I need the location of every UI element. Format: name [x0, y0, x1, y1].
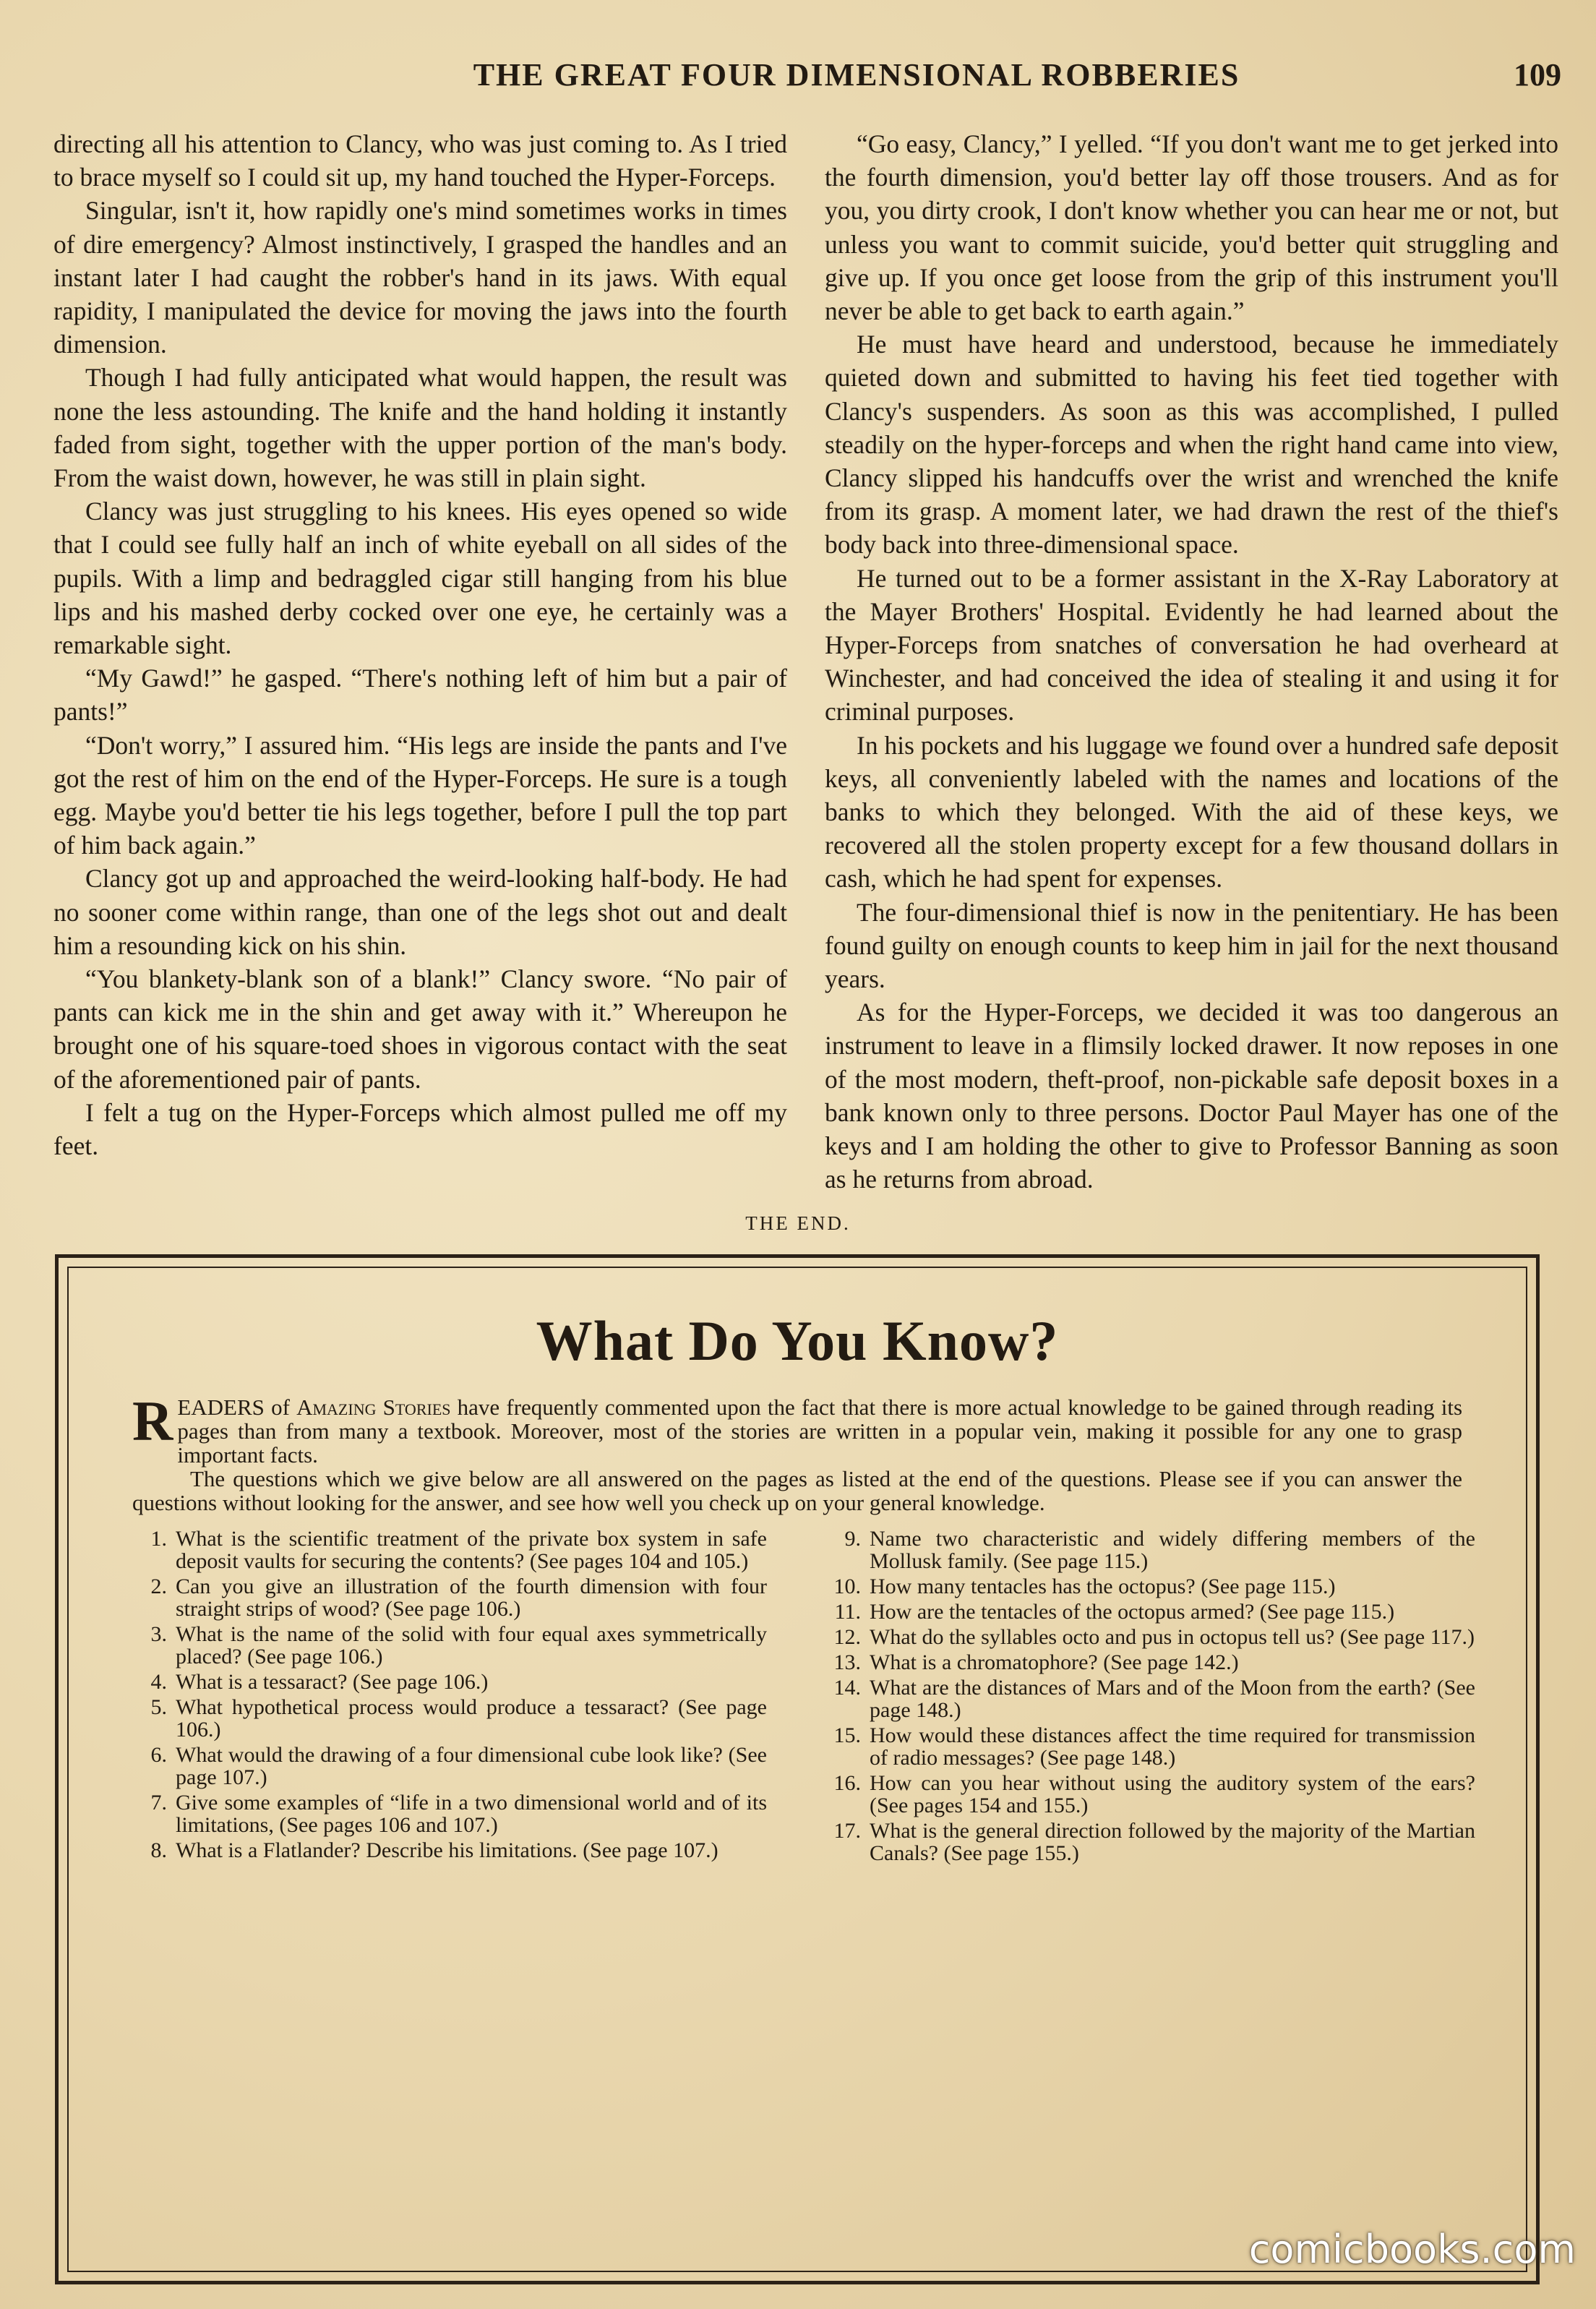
- intro-text: have frequently commented upon the fact that there is more actual knowledge to be gained through reading its pages than from many a textbook. Moreover, most of the stories are written in a popular vein, making it possible for any one to grasp important facts.: [177, 1395, 1463, 1468]
- intro-text: EADERS of: [177, 1395, 297, 1420]
- question-number: 8.: [150, 1838, 167, 1862]
- question-number: 13.: [833, 1650, 861, 1674]
- quiz-intro: [132, 1389, 1463, 1515]
- paragraph: “Don't worry,” I assured him. “His legs are inside the pants and I've got the rest of him on the end of the Hyper-Forceps. He sure is a tough egg. Maybe you'd better tie his legs together, before I pull the top part of him back again.”: [53, 730, 787, 860]
- paragraph: directing all his attention to Clancy, who was just coming to. As I tried to brace myself so I could sit up, my hand touched the Hyper-Forceps.: [53, 129, 787, 192]
- question-text: What are the distances of Mars and of the Moon from the earth? (See page 148.): [870, 1676, 1475, 1722]
- question-item: [131, 1671, 767, 1693]
- question-number: 7.: [150, 1791, 167, 1815]
- question-item: [131, 1839, 767, 1862]
- question-item: [131, 1696, 767, 1741]
- paragraph: I felt a tug on the Hyper-Forceps which almost pulled me off my feet.: [53, 1097, 787, 1161]
- question-text: What hypothetical process would produce a tessaract? (See page 106.): [176, 1695, 767, 1742]
- page-number: 109: [1514, 57, 1561, 93]
- question-item: [825, 1651, 1475, 1674]
- question-text: How can you hear without using the auditory system of the ears? (See pages 154 and 155.): [870, 1771, 1475, 1817]
- question-list-left: [131, 1528, 767, 1864]
- question-text: What is the scientific treatment of the private box system in safe deposit vaults for securing the contents? (See pages 104 and 105.): [176, 1527, 767, 1573]
- paragraph: “My Gawd!” he gasped. “There's nothing left of him but a pair of pants!”: [53, 664, 787, 727]
- question-item: [825, 1626, 1475, 1648]
- question-number: 1.: [150, 1527, 167, 1551]
- question-number: 14.: [833, 1676, 861, 1700]
- paragraph: “Go easy, Clancy,” I yelled. “If you don't want me to get jerked into the fourth dimension, you'd better lay off those trousers. And as for you, you dirty crook, I don't know whether you can hear me or not, but unless you want to commit suicide, you'd better quit struggling and give up. If you once get loose from the grip of this instrument you'll never be able to get back to earth again.”: [825, 129, 1558, 326]
- question-number: 6.: [150, 1743, 167, 1767]
- question-item: [131, 1623, 767, 1668]
- question-item: [131, 1528, 767, 1572]
- paragraph: “You blankety-blank son of a blank!” Clancy swore. “No pair of pants can kick me in the shin and get away with it.” Whereupon he brought one of his square-toed shoes in vigorous contact with the seat of the aforementioned pair of pants.: [53, 964, 787, 1094]
- drop-cap: R: [132, 1389, 173, 1452]
- question-item: [825, 1601, 1475, 1623]
- paragraph: He turned out to be a former assistant in the X-Ray Laboratory at the Mayer Brothers' Hospital. Evidently he had learned about the Hyper-Forceps from snatches of conversation he had overheard at Winchester, and had conceived the idea of stealing it and using it for criminal purposes.: [825, 563, 1558, 727]
- question-text: What is a tessaract? (See page 106.): [176, 1670, 489, 1694]
- question-number: 3.: [150, 1622, 167, 1646]
- question-item: [131, 1791, 767, 1836]
- story-end-marker: THE END.: [745, 1212, 851, 1234]
- question-text: How many tentacles has the octopus? (See page 115.): [870, 1575, 1336, 1598]
- question-number: 11.: [834, 1600, 861, 1624]
- question-item: [131, 1744, 767, 1788]
- question-number: 16.: [833, 1771, 861, 1795]
- question-text: How are the tentacles of the octopus armed? (See page 115.): [870, 1600, 1395, 1624]
- quiz-intro-paragraph: [132, 1389, 1463, 1468]
- question-number: 2.: [150, 1575, 167, 1598]
- paragraph: Clancy got up and approached the weird-looking half-body. He had no sooner come within range, than one of the legs shot out and dealt him a resounding kick on his shin.: [53, 864, 787, 960]
- question-text: What is the name of the solid with four equal axes symmetrically placed? (See page 106.): [176, 1622, 767, 1668]
- quiz-title: What Do You Know?: [536, 1309, 1059, 1372]
- question-item: [825, 1820, 1475, 1864]
- question-number: 17.: [833, 1819, 861, 1843]
- question-text: What is a Flatlander? Describe his limitations. (See page 107.): [176, 1838, 718, 1862]
- question-number: 15.: [833, 1723, 861, 1747]
- question-item: [825, 1724, 1475, 1769]
- paragraph: As for the Hyper-Forceps, we decided it was too dangerous an instrument to leave in a flimsily locked drawer. It now reposes in one of the most modern, theft-proof, non-pickable safe deposit boxes in a bank known only to three persons. Doctor Paul Mayer has one of the keys and I am holding the other to give to Professor Banning as soon as he returns from abroad.: [825, 998, 1558, 1194]
- question-text: What is a chromatophore? (See page 142.): [870, 1650, 1239, 1674]
- watermark: comicbooks.com: [1248, 2227, 1576, 2272]
- paragraph: Clancy was just struggling to his knees. His eyes opened so wide that I could see fully half an inch of white eyeball on all sides of the pupils. With a limp and bedraggled cigar still hanging from his blue lips and his mashed derby cocked over one eye, he certainly was a remarkable sight.: [53, 497, 787, 660]
- question-text: What would the drawing of a four dimensional cube look like? (See page 107.): [176, 1743, 767, 1789]
- question-text: How would these distances affect the time required for transmission of radio messages? (See page 148.): [870, 1723, 1475, 1770]
- story-column-right: [825, 127, 1558, 1196]
- question-text: What do the syllables octo and pus in octopus tell us? (See page 117.): [870, 1625, 1475, 1649]
- question-item: [825, 1772, 1475, 1817]
- question-text: Name two characteristic and widely differing members of the Mollusk family. (See page 115.): [870, 1527, 1475, 1573]
- question-item: [825, 1575, 1475, 1598]
- quiz-box: [55, 1254, 1540, 2284]
- quiz-instructions: The questions which we give below are all answered on the pages as listed at the end of the questions. Please see if you can answer the questions without looking for the answer, and see how well you check up on your general knowledge.: [132, 1466, 1462, 1515]
- question-list-right: [825, 1528, 1475, 1867]
- magazine-name: Amazing Stories: [296, 1395, 451, 1420]
- paragraph: The four-dimensional thief is now in the penitentiary. He has been found guilty on enough counts to keep him in jail for the next thousand years.: [825, 897, 1558, 994]
- question-item: [825, 1528, 1475, 1572]
- paragraph: Though I had fully anticipated what would happen, the result was none the less astounding. The knife and the hand holding it instantly faded from sight, together with the upper portion of the man's body. From the waist down, however, he was still in plain sight.: [53, 363, 787, 493]
- running-head: THE GREAT FOUR DIMENSIONAL ROBBERIES: [473, 57, 1240, 93]
- story-column-left: [53, 127, 787, 1162]
- question-number: 4.: [150, 1670, 167, 1694]
- paragraph: He must have heard and understood, because he immediately quieted down and submitted to having his feet tied together with Clancy's suspenders. As soon as this was accomplished, I pulled steadily on the hyper-forceps and when the right hand came into view, Clancy slipped his handcuffs over the wrist and wrenched the knife from its grasp. A moment later, we had drawn the rest of the thief's body back into three-dimensional space.: [825, 330, 1558, 560]
- question-text: Can you give an illustration of the fourth dimension with four straight strips of wood? (See page 106.): [176, 1575, 767, 1621]
- question-number: 10.: [833, 1575, 861, 1598]
- question-text: Give some examples of “life in a two dimensional world and of its limitations, (See pages 106 and 107.): [176, 1791, 767, 1837]
- question-number: 5.: [150, 1695, 167, 1719]
- question-number: 12.: [833, 1625, 861, 1649]
- question-item: [825, 1676, 1475, 1721]
- question-number: 9.: [844, 1527, 861, 1551]
- paragraph: In his pockets and his luggage we found over a hundred safe deposit keys, all conveniently labeled with the names and locations of the banks to which they belonged. With the aid of these keys, we recovered all the stolen property except for a few thousand dollars in cash, which he had spent for expenses.: [825, 730, 1558, 894]
- paragraph: Singular, isn't it, how rapidly one's mind sometimes works in times of dire emergency? Almost instinctively, I grasped the handles and an instant later I had caught the robber's hand in its jaws. With equal rapidity, I manipulated the device for moving the jaws into the fourth dimension.: [53, 196, 787, 359]
- question-text: What is the general direction followed by the majority of the Martian Canals? (See page 155.): [870, 1819, 1475, 1865]
- question-item: [131, 1575, 767, 1620]
